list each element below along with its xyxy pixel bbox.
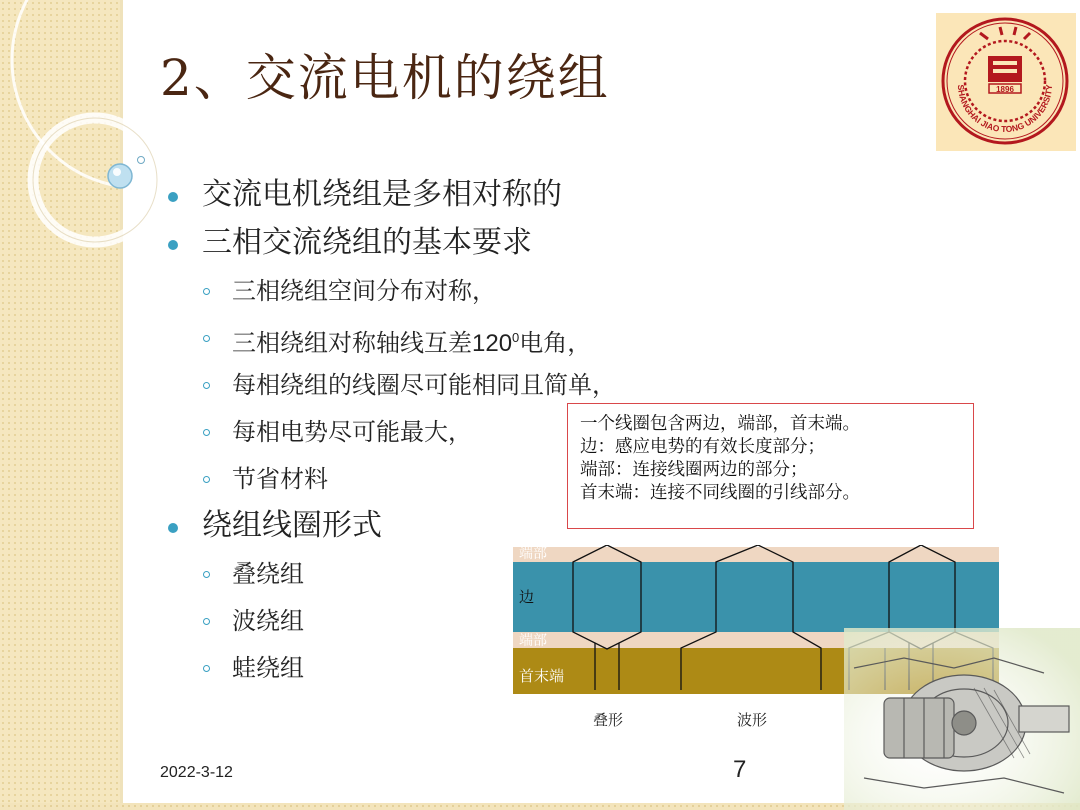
definition-callout bbox=[567, 403, 974, 529]
sub-bullet-item: 蛙绕组 bbox=[160, 645, 616, 692]
seal-lettering: SHANGHAI JIAO TONG UNIVERSITY bbox=[955, 84, 1055, 135]
label-lead: 首末端 bbox=[519, 667, 565, 685]
side-band bbox=[513, 562, 999, 632]
label-top-end: 端部 bbox=[519, 546, 547, 562]
end-band-top bbox=[513, 547, 999, 562]
slide-title: 2、交流电机的绕组 bbox=[160, 49, 610, 107]
bullet-item: 绕组线圈形式 bbox=[160, 503, 616, 551]
caption-wave: 波形 bbox=[737, 711, 768, 729]
page-number: 7 bbox=[733, 756, 747, 783]
university-seal-icon bbox=[936, 13, 1076, 151]
footer-date: 2022-3-12 bbox=[160, 764, 233, 781]
caption-lap: 叠形 bbox=[593, 711, 624, 729]
sub-bullet-item: 波绕组 bbox=[160, 598, 616, 645]
sub-bullet-item: 叠绕组 bbox=[160, 551, 616, 598]
seal-year: 1896 bbox=[996, 85, 1014, 94]
bullet-item: 三相交流绕组的基本要求 bbox=[160, 220, 616, 268]
sub-bullet-item: 三相绕组对称轴线互差$120^0$电角， bbox=[160, 315, 616, 362]
callout-line: 首末端：连接不同线圈的引线部分。 bbox=[580, 483, 860, 503]
motor-illustration bbox=[844, 628, 1080, 810]
label-side: 边 bbox=[519, 588, 535, 606]
callout-line: 一个线圈包含两边，端部，首末端。 bbox=[580, 414, 860, 434]
sjtu-logo bbox=[936, 13, 1076, 151]
sub-bullet-item: 三相绕组空间分布对称， bbox=[160, 268, 616, 315]
sub-bullet-item: 每相电势尽可能最大， bbox=[160, 409, 616, 456]
callout-line: 端部：连接线圈两边的部分； bbox=[580, 460, 808, 480]
sub-bullet-item: 每相绕组的线圈尽可能相同且简单， bbox=[160, 362, 616, 409]
bullet-item: 交流电机绕组是多相对称的 bbox=[160, 172, 616, 220]
callout-line: 边：感应电势的有效长度部分； bbox=[580, 437, 825, 457]
label-bottom-end: 端部 bbox=[519, 633, 547, 649]
sub-bullet-item: 节省材料 bbox=[160, 456, 616, 503]
